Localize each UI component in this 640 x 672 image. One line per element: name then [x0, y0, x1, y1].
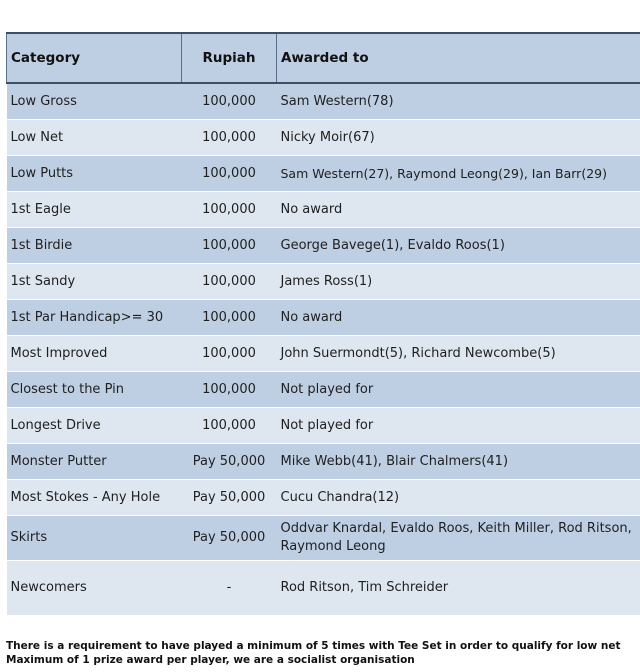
category-cell: 1st Sandy — [7, 264, 182, 300]
header-awarded-to: Awarded to — [277, 33, 640, 83]
rupiah-cell: Pay 50,000 — [182, 516, 277, 561]
awards-table-container — [6, 32, 640, 616]
awarded-to-cell: Nicky Moir(67) — [277, 120, 640, 156]
category-cell: Longest Drive — [7, 408, 182, 444]
rupiah-cell: 100,000 — [182, 300, 277, 336]
awards-table — [6, 32, 640, 616]
note-low-net-requirement: There is a requirement to have played a minimum of 5 times with Tee Set in order to qualify for low net — [6, 640, 621, 652]
table-row — [7, 561, 640, 616]
table-row — [7, 264, 640, 300]
category-cell: Monster Putter — [7, 444, 182, 480]
awarded-to-cell: Sam Western(27), Raymond Leong(29), Ian Barr(29) — [277, 156, 640, 192]
table-row — [7, 516, 640, 561]
note-max-prize: Maximum of 1 prize award per player, we are a socialist organisation — [6, 654, 415, 666]
table-row — [7, 444, 640, 480]
rupiah-cell: 100,000 — [182, 264, 277, 300]
table-row — [7, 156, 640, 192]
category-cell: 1st Birdie — [7, 228, 182, 264]
category-cell: 1st Eagle — [7, 192, 182, 228]
rupiah-cell: 100,000 — [182, 83, 277, 120]
awarded-to-cell: Not played for — [277, 372, 640, 408]
table-row — [7, 480, 640, 516]
rupiah-cell: - — [182, 561, 277, 616]
awarded-to-cell: James Ross(1) — [277, 264, 640, 300]
table-row — [7, 300, 640, 336]
awarded-to-cell: No award — [277, 300, 640, 336]
table-row — [7, 408, 640, 444]
category-cell: Low Putts — [7, 156, 182, 192]
rupiah-cell: Pay 50,000 — [182, 444, 277, 480]
category-cell: 1st Par Handicap>= 30 — [7, 300, 182, 336]
rupiah-cell: 100,000 — [182, 372, 277, 408]
awarded-to-cell: Mike Webb(41), Blair Chalmers(41) — [277, 444, 640, 480]
awarded-to-cell: Rod Ritson, Tim Schreider — [277, 561, 640, 616]
awarded-to-cell: Cucu Chandra(12) — [277, 480, 640, 516]
category-cell: Newcomers — [7, 561, 182, 616]
category-cell: Low Gross — [7, 83, 182, 120]
rupiah-cell: Pay 50,000 — [182, 480, 277, 516]
table-header-row — [7, 33, 640, 83]
rupiah-cell: 100,000 — [182, 120, 277, 156]
awarded-to-cell: Oddvar Knardal, Evaldo Roos, Keith Miller, Rod Ritson, Raymond Leong — [277, 516, 640, 561]
category-cell: Low Net — [7, 120, 182, 156]
awarded-to-cell: Sam Western(78) — [277, 83, 640, 120]
rupiah-cell: 100,000 — [182, 192, 277, 228]
awarded-to-cell: John Suermondt(5), Richard Newcombe(5) — [277, 336, 640, 372]
table-row — [7, 372, 640, 408]
table-row — [7, 192, 640, 228]
awarded-to-cell: Not played for — [277, 408, 640, 444]
rupiah-cell: 100,000 — [182, 228, 277, 264]
awarded-to-cell: No award — [277, 192, 640, 228]
rupiah-cell: 100,000 — [182, 156, 277, 192]
header-rupiah: Rupiah — [182, 33, 277, 83]
table-row — [7, 83, 640, 120]
rupiah-cell: 100,000 — [182, 408, 277, 444]
category-cell: Skirts — [7, 516, 182, 561]
header-category: Category — [7, 33, 182, 83]
footnotes — [6, 639, 636, 667]
table-row — [7, 120, 640, 156]
table-row — [7, 228, 640, 264]
category-cell: Most Improved — [7, 336, 182, 372]
table-row — [7, 336, 640, 372]
awarded-to-cell: George Bavege(1), Evaldo Roos(1) — [277, 228, 640, 264]
category-cell: Most Stokes - Any Hole — [7, 480, 182, 516]
rupiah-cell: 100,000 — [182, 336, 277, 372]
category-cell: Closest to the Pin — [7, 372, 182, 408]
